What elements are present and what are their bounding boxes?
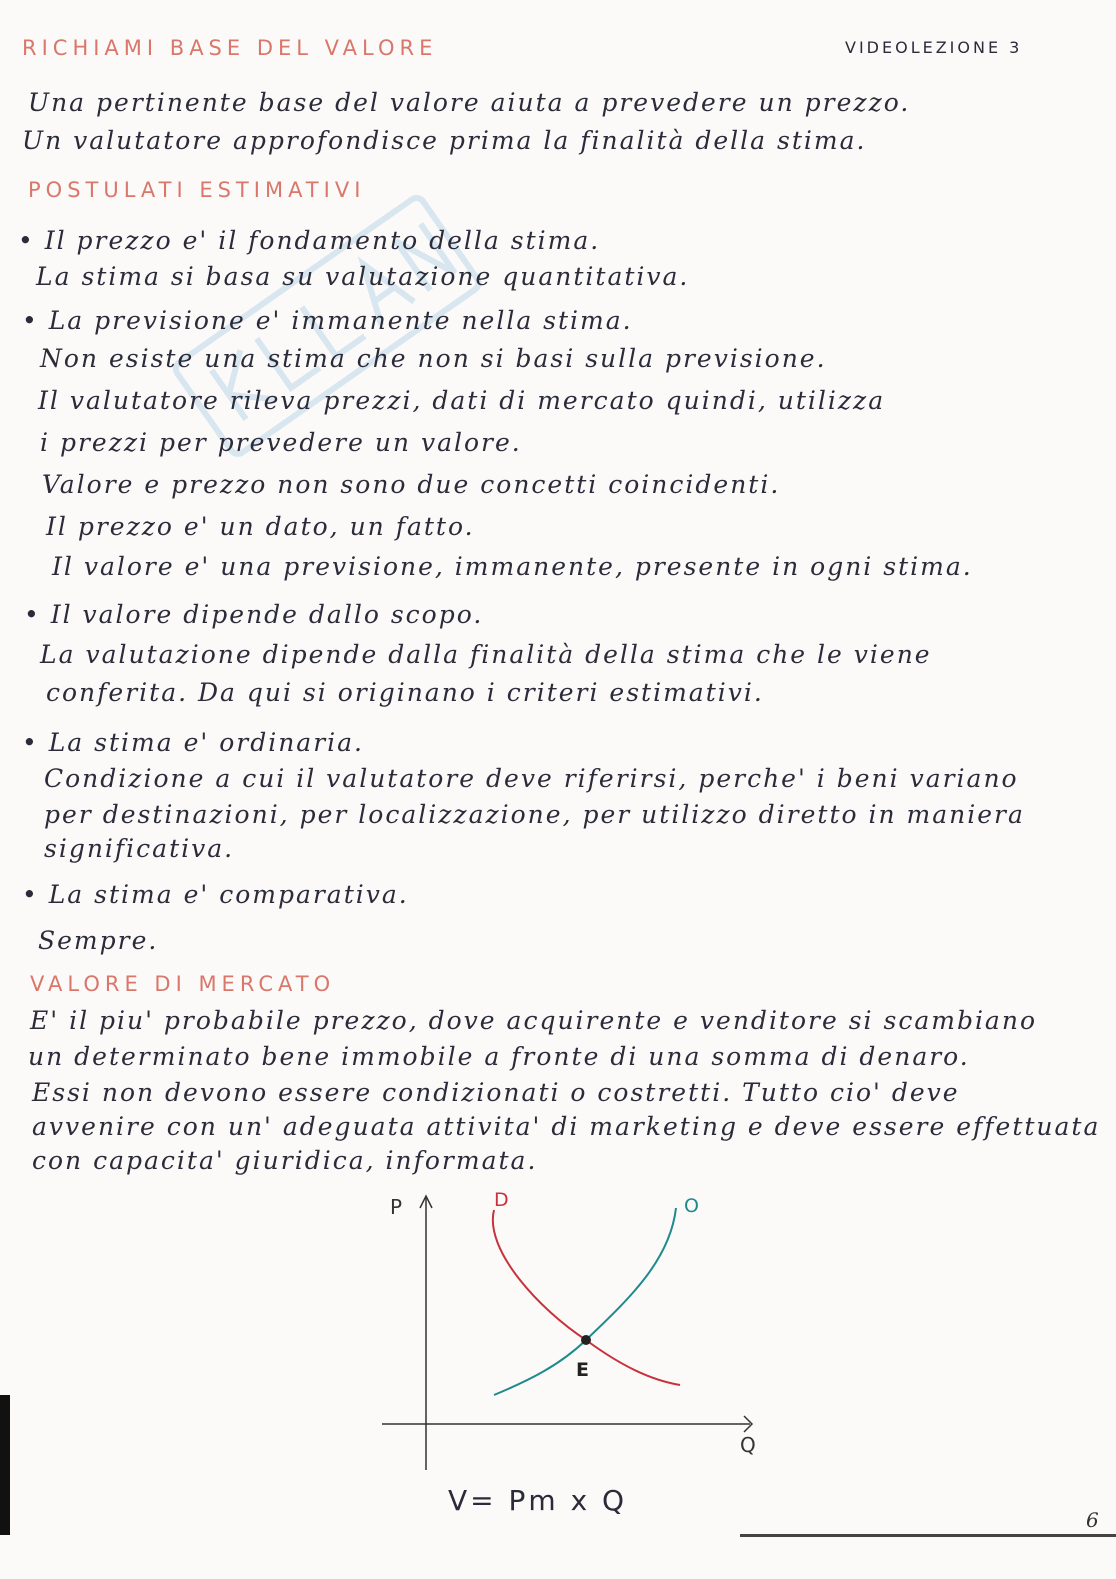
market-line: Essi non devono essere condizionati o costretti. Tutto cio' deve xyxy=(32,1078,960,1107)
y-axis-label: P xyxy=(390,1195,403,1219)
postulate-line: • La stima e' comparativa. xyxy=(22,880,409,909)
demand-label: D xyxy=(494,1189,509,1211)
page-number: 6 xyxy=(1086,1508,1099,1532)
supply-demand-diagram xyxy=(360,1180,780,1470)
postulate-line: • La previsione e' immanente nella stima. xyxy=(22,306,633,335)
market-line: E' il piu' probabile prezzo, dove acquirente e venditore si scambiano xyxy=(30,1006,1037,1035)
equilibrium-label: E xyxy=(576,1359,589,1381)
postulate-line: per destinazioni, per localizzazione, per utilizzo diretto in maniera xyxy=(44,800,1025,829)
postulate-line: La valutazione dipende dalla finalità della stima che le viene xyxy=(40,640,932,669)
postulate-line: • Il valore dipende dallo scopo. xyxy=(24,600,484,629)
postulate-line: • La stima e' ordinaria. xyxy=(22,728,364,757)
page-title: RICHIAMI BASE DEL VALORE xyxy=(22,36,438,60)
supply-label: O xyxy=(684,1195,699,1217)
postulate-line: Sempre. xyxy=(38,926,159,955)
postulate-line: La stima si basa su valutazione quantitativa. xyxy=(36,262,690,291)
x-axis-label: Q xyxy=(740,1433,756,1457)
postulate-line: significativa. xyxy=(44,834,235,863)
intro-line: Un valutatore approfondisce prima la finalità della stima. xyxy=(22,126,867,155)
postulate-line: Condizione a cui il valutatore deve riferirsi, perche' i beni variano xyxy=(44,764,1019,793)
lecture-label: VIDEOLEZIONE 3 xyxy=(845,38,1023,57)
postulate-line: Il valutatore rileva prezzi, dati di mercato quindi, utilizza xyxy=(38,386,886,415)
scan-edge-shadow xyxy=(0,1395,10,1535)
market-line: avvenire con un' adeguata attivita' di marketing e deve essere effettuata xyxy=(32,1112,1101,1141)
postulate-line: Il prezzo e' un dato, un fatto. xyxy=(46,512,475,541)
market-line: con capacita' giuridica, informata. xyxy=(32,1146,538,1175)
postulate-line: Valore e prezzo non sono due concetti coincidenti. xyxy=(42,470,781,499)
postulate-line: Non esiste una stima che non si basi sulla previsione. xyxy=(40,344,827,373)
postulate-line: conferita. Da qui si originano i criteri estimativi. xyxy=(46,678,764,707)
postulate-line: Il valore e' una previsione, immanente, presente in ogni stima. xyxy=(52,552,973,581)
equilibrium-point xyxy=(581,1335,591,1345)
section-heading-postulati: POSTULATI ESTIMATIVI xyxy=(28,178,366,202)
postulate-line: • Il prezzo e' il fondamento della stima. xyxy=(18,226,601,255)
market-line: un determinato bene immobile a fronte di una somma di denaro. xyxy=(28,1042,970,1071)
section-heading-mercato: VALORE DI MERCATO xyxy=(30,972,336,996)
intro-line: Una pertinente base del valore aiuta a prevedere un prezzo. xyxy=(28,88,911,117)
postulate-line: i prezzi per prevedere un valore. xyxy=(40,428,522,457)
value-formula: V= Pm x Q xyxy=(448,1484,628,1517)
scan-edge-line xyxy=(740,1534,1116,1537)
